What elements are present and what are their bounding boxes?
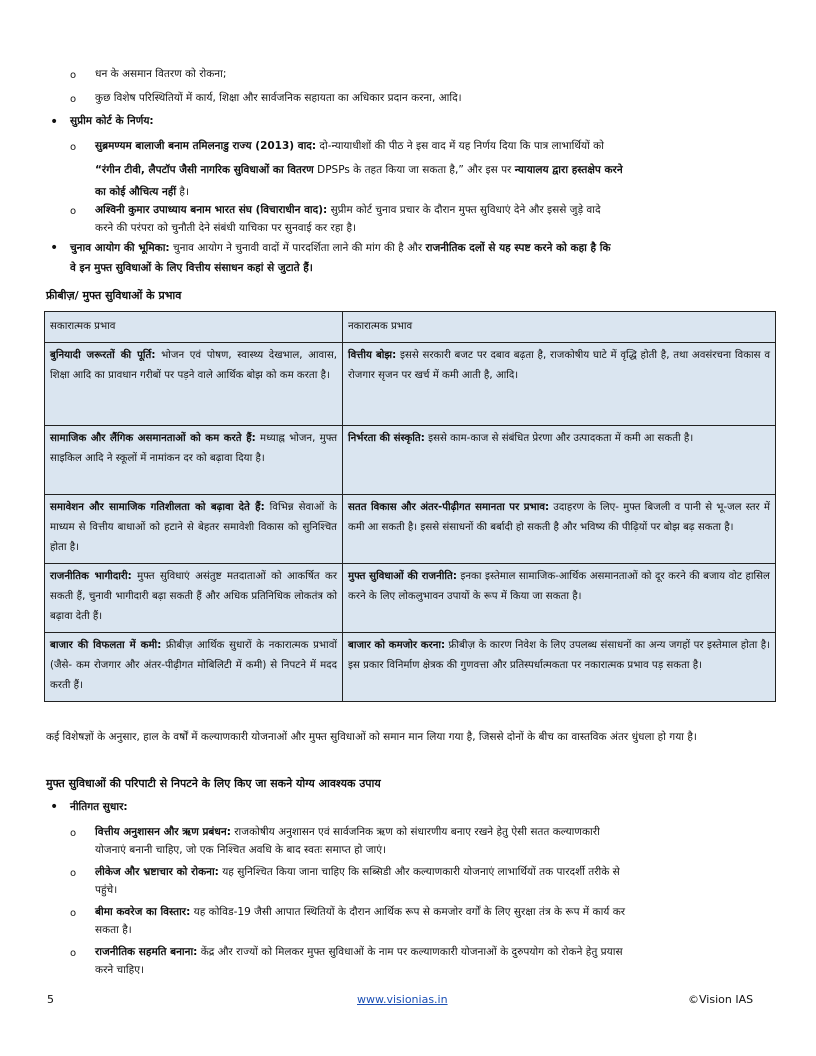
impact-title: फ्रीबीज़/ मुफ्त सुविधाओं के प्रभाव (46, 289, 182, 302)
ec-bold1: राजनीतिक दलों से यह स्पष्ट करने को कहा है कि (425, 242, 611, 254)
sub-bullet-icon: o (70, 94, 77, 105)
page-number: 5 (47, 993, 54, 1006)
positive-cell-title: बुनियादी जरूरतों की पूर्ति: (50, 350, 156, 361)
website-link[interactable]: www.visionias.in (357, 993, 448, 1006)
positive-cell (45, 426, 343, 495)
ec-line1 (70, 238, 790, 258)
sc-case2-line2: करने की परंपरा को चुनौती देने संबंधी याचिका पर सुनवाई कर रहा है। (95, 222, 357, 234)
policy-item-3-line2: सकता है। (95, 924, 132, 936)
sub-bullet-icon: o (70, 70, 77, 81)
positive-cell (45, 343, 343, 426)
policy-item-1-line1 (95, 822, 785, 842)
policy-item-2-text1: यह सुनिश्चित किया जाना चाहिए कि सब्सिडी और कल्याणकारी योजनाएं लाभार्थियों तक पारदर्शी तरीके से (222, 866, 620, 878)
negative-cell-text: इनका इस्तेमाल सामाजिक-आर्थिक असमानताओं को दूर करने की बजाय वोट हासिल करने के लिए लोकलुभावन उपायों के रूप में किया जा सकता है। (348, 571, 770, 602)
negative-cell (343, 633, 776, 702)
table-header-row (45, 312, 776, 343)
impact-table (44, 311, 776, 702)
negative-cell-title: वित्तीय बोझ: (348, 350, 397, 361)
policy-item-4-text1: केंद्र और राज्यों को मिलकर मुफ्त सुविधाओं के नाम पर कल्याणकारी योजनाओं के दुरुपयोग को रोकने हेतु प्रयास (200, 946, 623, 958)
negative-cell (343, 343, 776, 426)
policy-item-4-title: राजनीतिक सहमति बनाना: (95, 946, 198, 958)
positive-cell (45, 633, 343, 702)
measures-title: मुफ्त सुविधाओं की परिपाटी से निपटने के लिए किए जा सकने योग्य आवश्यक उपाय (46, 777, 381, 790)
sub-bullet-icon: o (70, 828, 77, 839)
table-row (45, 633, 776, 702)
sc-case1-bold3: न्यायालय द्वारा हस्तक्षेप करने (514, 164, 623, 176)
sc-case1-title: सुब्रमण्यम बालाजी बनाम तमिलनाडु राज्य (2013) वाद: (95, 140, 317, 152)
sc-case1-text2: DPSPs के तहत किया जा सकता है,” और इस पर (317, 164, 512, 176)
sc-case2-title: अश्विनी कुमार उपाध्याय बनाम भारत संघ (विचाराधीन वाद): (95, 204, 328, 216)
sub-bullet-icon: o (70, 142, 77, 153)
positive-cell-title: बाजार की विफलता में कमी: (50, 640, 162, 651)
sc-case2-line1 (95, 200, 785, 220)
negative-cell (343, 564, 776, 633)
sc-case1-bold4: का कोई औचित्य नहीं (95, 186, 177, 198)
positive-cell-text: मुफ्त सुविधाएं असंतुष्ट मतदाताओं को आकर्षित कर सकती हैं, चुनावी भागीदारी बढ़ा सकती हैं और अधिक प्रतिनिधिक लोकतंत्र को बढ़ावा देती हैं। (50, 571, 337, 622)
sc-case2-text1: सुप्रीम कोर्ट चुनाव प्रचार के दौरान मुफ्त सुविधाएं देने और इससे जुड़े वादे (330, 204, 601, 216)
policy-item-2-line2: पहुंचे। (95, 884, 118, 896)
ec-text1: चुनाव आयोग ने चुनावी वादों में पारदर्शिता लाने की मांग की है और (172, 242, 423, 254)
copyright: ©Vision IAS (688, 993, 754, 1006)
sc-case1-text1: दो-न्यायाधीशों की पीठ ने इस वाद में यह निर्णय दिया कि पात्र लाभार्थियों को (319, 140, 604, 152)
positive-cell-title: सामाजिक और लैंगिक असमानताओं को कम करते हैं: (50, 433, 256, 444)
positive-cell-text: विभिन्न सेवाओं के माध्यम से वित्तीय बाधाओं को हटाने से बेहतर समावेशी विकास को सुनिश्चित होता है। (50, 502, 338, 553)
negative-cell-title: सतत विकास और अंतर-पीढ़ीगत समानता पर प्रभाव: (348, 502, 550, 513)
policy-item-4-line2: करने चाहिए। (95, 964, 144, 976)
positive-cell-text: भोजन एवं पोषण, स्वास्थ्य देखभाल, आवास, शिक्षा आदि का प्रावधान गरीबों पर पड़ने वाले आर्थिक बोझ को कम करता है। (50, 350, 337, 381)
sc-case1-line3 (95, 182, 189, 202)
col-header-negative: नकारात्मक प्रभाव (343, 312, 776, 343)
intro-item-1: धन के असमान वितरण को रोकना; (95, 68, 227, 80)
policy-item-1-title: वित्तीय अनुशासन और ऋण प्रबंधन: (95, 826, 231, 838)
positive-cell (45, 495, 343, 564)
experts-note: कई विशेषज्ञों के अनुसार, हाल के वर्षों में कल्याणकारी योजनाओं और मुफ्त सुविधाओं को समान मान लिया गया है, जिससे दोनों के बीच का वास्तविक अंतर धुंधला हो गया है। (46, 731, 697, 743)
sc-case1-text3: है। (179, 186, 189, 198)
sc-heading: सुप्रीम कोर्ट के निर्णय: (70, 115, 154, 127)
ec-heading: चुनाव आयोग की भूमिका: (70, 242, 170, 254)
policy-item-2-title: लीकेज और भ्रष्टाचार को रोकना: (95, 866, 219, 878)
sub-bullet-icon: o (70, 868, 77, 879)
negative-cell-text: फ्रीबीज़ के कारण निवेश के लिए उपलब्ध संसाधनों का अन्य जगहों पर इस्तेमाल होता है। इस प्रकार विनिर्माण क्षेत्रक की गुणवत्ता और प्रतिस्पर्धात्मकता पर नकारात्मक प्रभाव पड़ सकता है। (348, 640, 770, 671)
col-header-positive: सकारात्मक प्रभाव (45, 312, 343, 343)
policy-item-2-line1 (95, 862, 785, 882)
policy-item-3-title: बीमा कवरेज का विस्तार: (95, 906, 191, 918)
policy-item-1-text1: राजकोषीय अनुशासन एवं सार्वजनिक ऋण को संधारणीय बनाए रखने हेतु ऐसी सतत कल्याणकारी (234, 826, 600, 838)
negative-cell-text: इससे काम-काज से संबंधित प्रेरणा और उत्पादकता में कमी आ सकती है। (428, 433, 694, 444)
bullet-icon: • (50, 114, 59, 130)
positive-cell-title: राजनीतिक भागीदारी: (50, 571, 132, 582)
bullet-icon: • (50, 799, 59, 815)
sc-case1-line1 (95, 136, 775, 156)
negative-cell (343, 495, 776, 564)
policy-item-3-text1: यह कोविड-19 जैसी आपात स्थितियों के दौरान आर्थिक रूप से कमजोर वर्गों के लिए सुरक्षा तंत्र के रूप में कार्य कर (193, 906, 626, 918)
negative-cell-text: इससे सरकारी बजट पर दबाव बढ़ता है, राजकोषीय घाटे में वृद्धि होती है, तथा अवसंरचना विकास व रोजगार सृजन पर खर्च में कमी आती है, आदि। (348, 350, 770, 381)
policy-item-4-line1 (95, 942, 785, 962)
sc-case1-line2 (95, 160, 785, 180)
sc-case1-bold2: “रंगीन टीवी, लैपटॉप जैसी नागरिक सुविधाओं का वितरण (95, 164, 314, 176)
ec-line2: वे इन मुफ्त सुविधाओं के लिए वित्तीय संसाधन कहां से जुटाते हैं। (70, 262, 313, 274)
negative-cell-text: उदाहरण के लिए- मुफ्त बिजली व पानी से भू-जल स्तर में कमी आ सकती है। इससे संसाधनों की बर्बादी हो सकती है और भविष्य की पीढ़ियों पर बोझ बढ़ सकता है। (348, 502, 770, 533)
table-row (45, 426, 776, 495)
intro-item-2: कुछ विशेष परिस्थितियों में कार्य, शिक्षा और सार्वजनिक सहायता का अधिकार प्रदान करना, आदि। (95, 92, 462, 104)
positive-cell (45, 564, 343, 633)
table-row (45, 495, 776, 564)
positive-cell-title: समावेशन और सामाजिक गतिशीलता को बढ़ावा देते हैं: (50, 502, 265, 513)
negative-cell (343, 426, 776, 495)
positive-cell-text: फ्रीबीज़ आर्थिक सुधारों के नकारात्मक प्रभावों (जैसे- कम रोजगार और अंतर-पीढ़ीगत मोबिलिटी में कमी) से निपटने में मदद करती हैं। (50, 640, 337, 691)
policy-item-1-line2: योजनाएं बनानी चाहिए, जो एक निश्चित अवधि के बाद स्वतः समाप्त हो जाएं। (95, 844, 387, 856)
policy-item-3-line1 (95, 902, 785, 922)
policy-heading: नीतिगत सुधार: (70, 801, 128, 813)
sub-bullet-icon: o (70, 206, 77, 217)
bullet-icon: • (50, 240, 59, 256)
sub-bullet-icon: o (70, 948, 77, 959)
table-row (45, 564, 776, 633)
sub-bullet-icon: o (70, 908, 77, 919)
positive-cell-text: मध्याह्न भोजन, मुफ्त साइकिल आदि ने स्कूलों में नामांकन दर को बढ़ावा दिया है। (50, 433, 337, 464)
negative-cell-title: बाजार को कमजोर करना: (348, 640, 446, 651)
negative-cell-title: मुफ्त सुविधाओं की राजनीति: (348, 571, 457, 582)
negative-cell-title: निर्भरता की संस्कृति: (348, 433, 425, 444)
table-row (45, 343, 776, 426)
